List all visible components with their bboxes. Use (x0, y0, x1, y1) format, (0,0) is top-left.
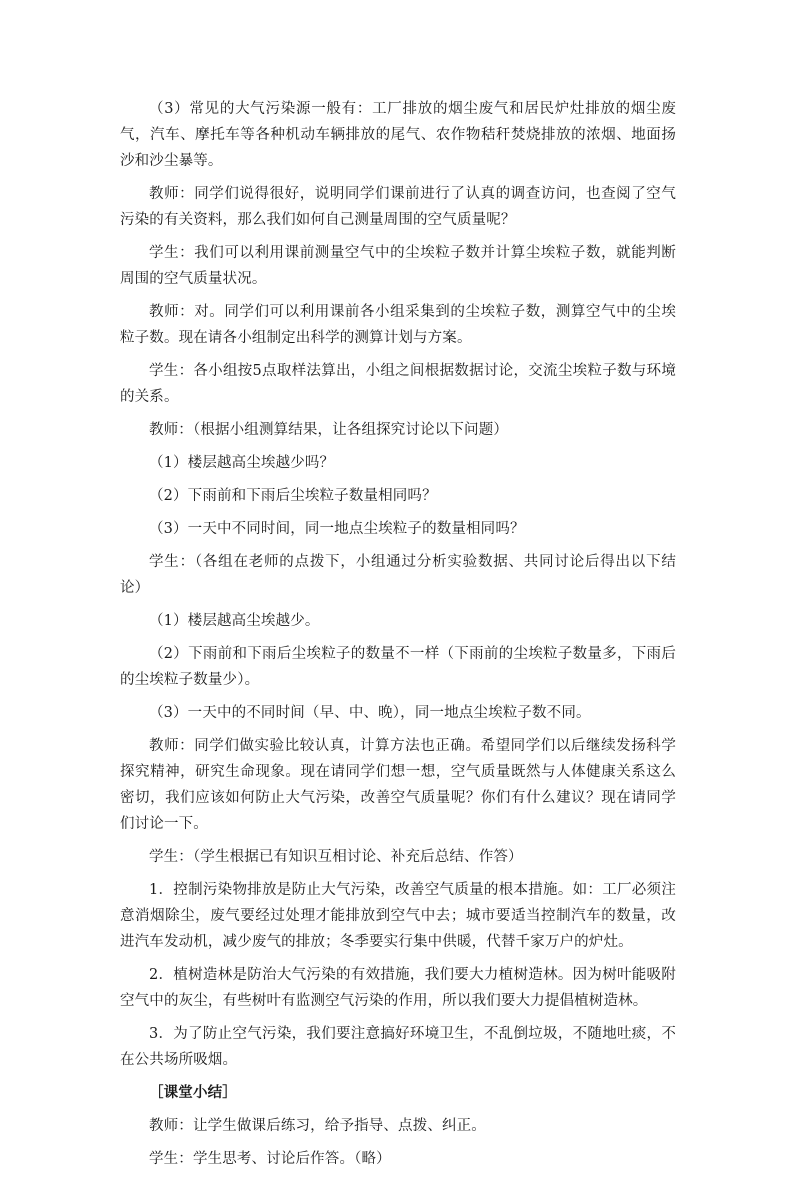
paragraph-teacher-exercise: 教师：让学生做课后练习，给予指导、点拨、纠正。 (149, 1118, 486, 1134)
section-heading-class-summary: ［课堂小结］ (149, 1084, 237, 1101)
question-item-3: （3）一天中不同时间，同一地点尘埃粒子的数量相同吗？ (149, 521, 525, 537)
measure-item-3: 3．为了防止空气污染，我们要注意搞好环境卫生，不乱倒垃圾，不随地吐痰，不在公共场所吸烟。 (120, 1026, 676, 1068)
paragraph-teacher-discussion: 教师：（根据小组测算结果，让各组探究讨论以下问题） (149, 422, 508, 438)
paragraph-student-conclusion: 学生：（各组在老师的点拨下，小组通过分析实验数据、共同讨论后得出以下结论） (120, 554, 676, 596)
conclusion-item-3: （3）一天中的不同时间（早、中、晚），同一地点尘埃粒子数不同。 (149, 705, 591, 721)
paragraph-pollution-sources: （3）常见的大气污染源一般有：工厂排放的烟尘废气和居民炉灶排放的烟尘废气，汽车、摩托车等各种机动车辆排放的尾气、农作物秸秆焚烧排放的浓烟、地面扬沙和沙尘暴等。 (120, 101, 676, 169)
paragraph-teacher-plan: 教师：对。同学们可以利用课前各小组采集到的尘埃粒子数，测算空气中的尘埃粒子数。现在请各小组制定出科学的测算计划与方案。 (120, 304, 676, 346)
paragraph-teacher-summary: 教师：同学们做实验比较认真，计算方法也正确。希望同学们以后继续发扬科学探究精神，研究生命现象。现在请同学们想一想，空气质量既然与人体健康关系这么密切，我们应该如何防止大气污染，改善空气质量呢？你们有什么建议？现在请同学们讨论一下。 (120, 738, 676, 832)
paragraph-teacher-question: 教师：同学们说得很好，说明同学们课前进行了认真的调查访问，也查阅了空气污染的有关资料，那么我们如何自己测量周围的空气质量呢？ (120, 186, 676, 228)
conclusion-item-2: （2）下雨前和下雨后尘埃粒子的数量不一样（下雨前的尘埃粒子数量多，下雨后的尘埃粒子数量少）。 (120, 646, 676, 688)
conclusion-item-1: （1）楼层越高尘埃越少。 (149, 613, 320, 629)
measure-item-2: 2．植树造林是防治大气污染的有效措施，我们要大力植树造林。因为树叶能吸附空气中的灰尘，有些树叶有监测空气污染的作用，所以我们要大力提倡植树造林。 (120, 967, 676, 1009)
paragraph-student-discuss: 学生：（学生根据已有知识互相讨论、补充后总结、作答） (149, 849, 523, 865)
paragraph-student-sampling: 学生：各小组按5点取样法算出，小组之间根据数据讨论，交流尘埃粒子数与环境的关系。 (120, 363, 676, 405)
measure-item-1: 1．控制污染物排放是防止大气污染，改善空气质量的根本措施。如：工厂必须注意消烟除尘，废气要经过处理才能排放到空气中去；城市要适当控制汽车的数量，改进汽车发动机，减少废气的排放；冬季要实行集中供暖，代替千家万户的炉灶。 (120, 882, 676, 950)
question-item-2: （2）下雨前和下雨后尘埃粒子数量相同吗？ (149, 488, 437, 504)
question-item-1: （1）楼层越高尘埃越少吗？ (149, 455, 335, 471)
paragraph-student-answer: 学生：我们可以利用课前测量空气中的尘埃粒子数并计算尘埃粒子数，就能判断周围的空气质量状况。 (120, 245, 676, 287)
paragraph-student-exercise: 学生：学生思考、讨论后作答。（略） (149, 1151, 391, 1167)
document-page (120, 96, 676, 1179)
